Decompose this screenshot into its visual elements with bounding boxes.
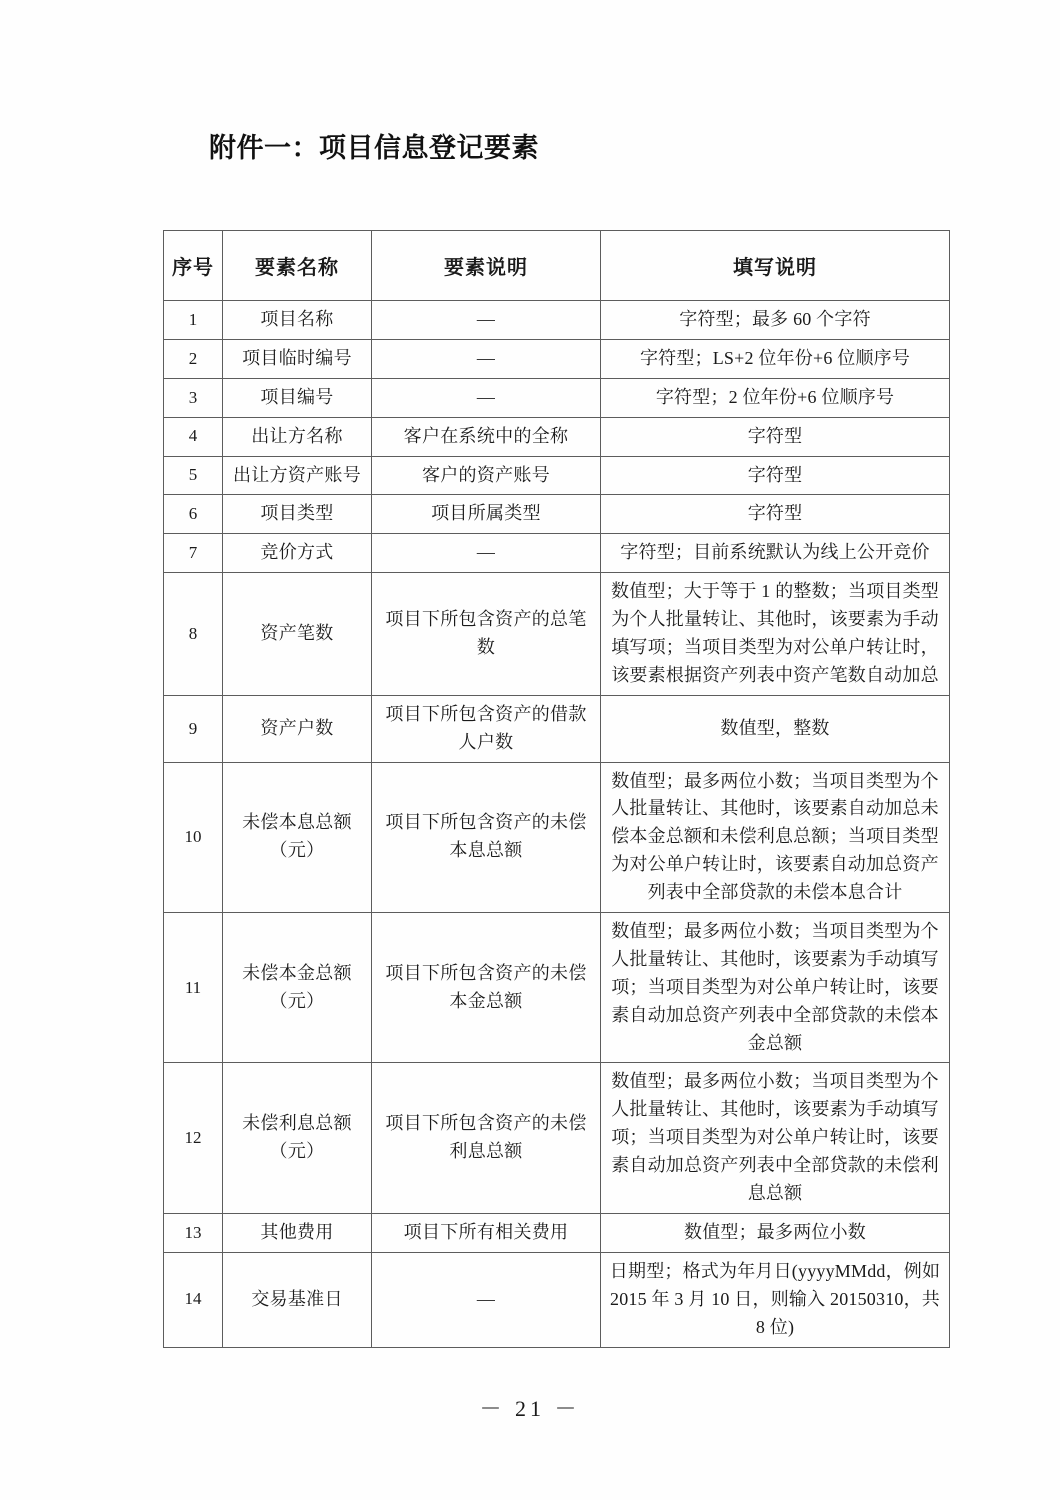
table-row (164, 1252, 950, 1347)
column-header-fill: 填写说明 (601, 231, 950, 301)
table-cell-desc: 客户在系统中的全称 (372, 417, 601, 456)
table-cell-desc: 项目下所有相关费用 (372, 1213, 601, 1252)
column-header-name: 要素名称 (223, 231, 372, 301)
table-cell-seq: 2 (164, 339, 223, 378)
table-cell-name: 竞价方式 (223, 534, 372, 573)
column-header-seq: 序号 (164, 231, 223, 301)
table-cell-desc: 项目下所包含资产的未偿本息总额 (372, 762, 601, 912)
table-cell-name: 出让方资产账号 (223, 456, 372, 495)
table-row (164, 378, 950, 417)
table-cell-desc: — (372, 378, 601, 417)
table-cell-fill: 字符型；最多 60 个字符 (601, 301, 950, 340)
table-cell-desc: — (372, 1252, 601, 1347)
page-footer: － 21 － (479, 1396, 581, 1421)
table-cell-fill: 数值型，整数 (601, 695, 950, 762)
table-cell-seq: 3 (164, 378, 223, 417)
table-cell-fill: 数值型；最多两位小数；当项目类型为个人批量转让、其他时，该要素为手动填写项；当项目类型为对公单户转让时，该要素自动加总资产列表中全部贷款的未偿本金总额 (601, 913, 950, 1063)
table-cell-fill: 数值型；最多两位小数；当项目类型为个人批量转让、其他时，该要素自动加总未偿本金总额和未偿利息总额；当项目类型为对公单户转让时，该要素自动加总资产列表中全部贷款的未偿本息合计 (601, 762, 950, 912)
table-cell-fill: 字符型；2 位年份+6 位顺序号 (601, 378, 950, 417)
page-title: 附件一：项目信息登记要素 (209, 133, 539, 163)
table-cell-desc: 项目下所包含资产的未偿利息总额 (372, 1063, 601, 1213)
table-row (164, 339, 950, 378)
table-row (164, 417, 950, 456)
table-cell-name: 出让方名称 (223, 417, 372, 456)
table-header (164, 231, 950, 301)
table-cell-desc: 项目下所包含资产的未偿本金总额 (372, 913, 601, 1063)
table-cell-desc: 项目下所包含资产的总笔数 (372, 573, 601, 696)
table-cell-seq: 11 (164, 913, 223, 1063)
table-cell-name: 项目名称 (223, 301, 372, 340)
table-cell-desc: 项目下所包含资产的借款人户数 (372, 695, 601, 762)
table-cell-fill: 数值型；最多两位小数；当项目类型为个人批量转让、其他时，该要素为手动填写项；当项目类型为对公单户转让时，该要素自动加总资产列表中全部贷款的未偿利息总额 (601, 1063, 950, 1213)
table-cell-fill: 字符型 (601, 456, 950, 495)
table-cell-name: 未偿本息总额（元） (223, 762, 372, 912)
project-info-elements-table (163, 230, 950, 1348)
table-cell-fill: 字符型 (601, 495, 950, 534)
elements-table-wrapper (163, 230, 949, 1348)
table-cell-name: 资产户数 (223, 695, 372, 762)
table-cell-name: 项目类型 (223, 495, 372, 534)
table-cell-name: 未偿利息总额（元） (223, 1063, 372, 1213)
table-cell-fill: 字符型；LS+2 位年份+6 位顺序号 (601, 339, 950, 378)
table-cell-desc: 项目所属类型 (372, 495, 601, 534)
table-cell-fill: 日期型；格式为年月日(yyyyMMdd，例如 2015 年 3 月 10 日，则输入 20150310，共 8 位) (601, 1252, 950, 1347)
table-header-row (164, 231, 950, 301)
table-cell-fill: 字符型 (601, 417, 950, 456)
table-cell-seq: 8 (164, 573, 223, 696)
table-row (164, 495, 950, 534)
table-row (164, 695, 950, 762)
table-cell-desc: — (372, 301, 601, 340)
table-cell-seq: 10 (164, 762, 223, 912)
table-row (164, 1213, 950, 1252)
table-row (164, 534, 950, 573)
table-cell-seq: 13 (164, 1213, 223, 1252)
table-cell-seq: 4 (164, 417, 223, 456)
table-cell-name: 其他费用 (223, 1213, 372, 1252)
table-row (164, 762, 950, 912)
table-cell-name: 未偿本金总额（元） (223, 913, 372, 1063)
table-cell-desc: 客户的资产账号 (372, 456, 601, 495)
table-cell-fill: 数值型；大于等于 1 的整数；当项目类型为个人批量转让、其他时，该要素为手动填写项；当项目类型为对公单户转让时，该要素根据资产列表中资产笔数自动加总 (601, 573, 950, 696)
table-row (164, 456, 950, 495)
table-cell-name: 项目临时编号 (223, 339, 372, 378)
table-row (164, 913, 950, 1063)
table-cell-seq: 7 (164, 534, 223, 573)
table-cell-fill: 数值型；最多两位小数 (601, 1213, 950, 1252)
table-body (164, 301, 950, 1348)
table-cell-seq: 9 (164, 695, 223, 762)
table-cell-seq: 5 (164, 456, 223, 495)
table-cell-name: 交易基准日 (223, 1252, 372, 1347)
table-cell-seq: 1 (164, 301, 223, 340)
table-cell-desc: — (372, 534, 601, 573)
table-cell-seq: 6 (164, 495, 223, 534)
table-cell-name: 项目编号 (223, 378, 372, 417)
table-cell-fill: 字符型；目前系统默认为线上公开竞价 (601, 534, 950, 573)
table-cell-name: 资产笔数 (223, 573, 372, 696)
column-header-desc: 要素说明 (372, 231, 601, 301)
table-cell-desc: — (372, 339, 601, 378)
table-cell-seq: 12 (164, 1063, 223, 1213)
table-row (164, 301, 950, 340)
table-cell-seq: 14 (164, 1252, 223, 1347)
table-row (164, 573, 950, 696)
table-row (164, 1063, 950, 1213)
